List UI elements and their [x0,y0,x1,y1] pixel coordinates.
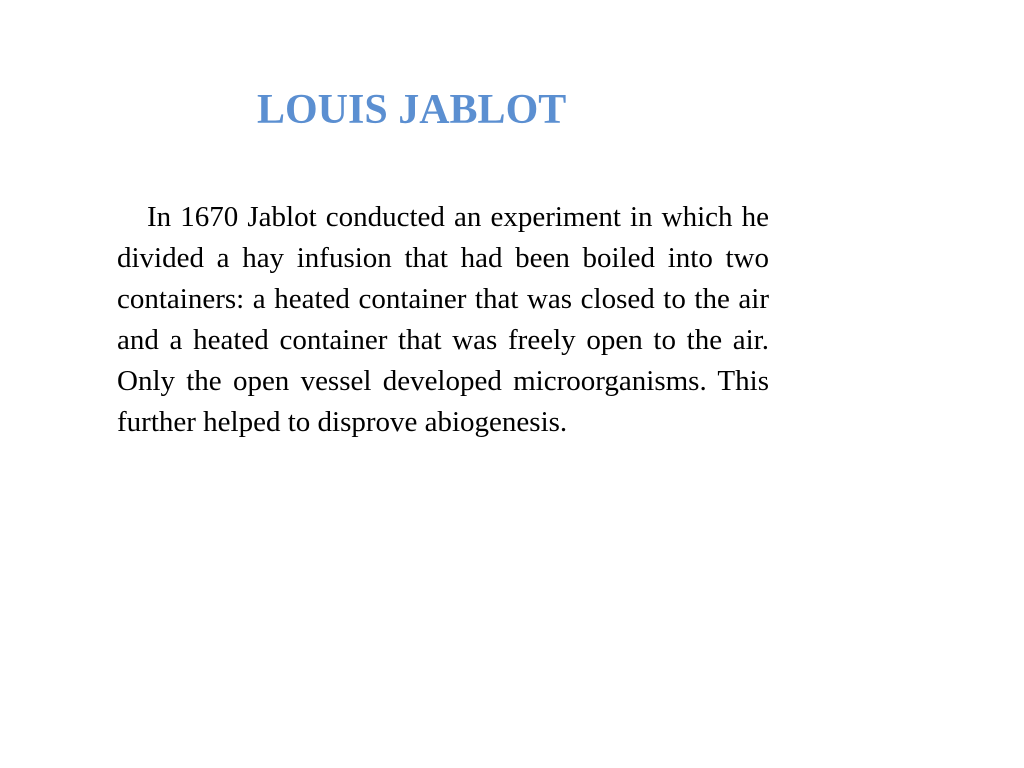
slide-body-text: In 1670 Jablot conducted an experiment in which he divided a hay infusion that had been boiled into two containers: a heated container that was closed to the air and a heated container that was freely open to the air. Only the open vessel developed microorganisms. This further helped to disprove abiogenesis. [117,201,769,438]
slide-title: LOUIS JABLOT [257,87,567,133]
